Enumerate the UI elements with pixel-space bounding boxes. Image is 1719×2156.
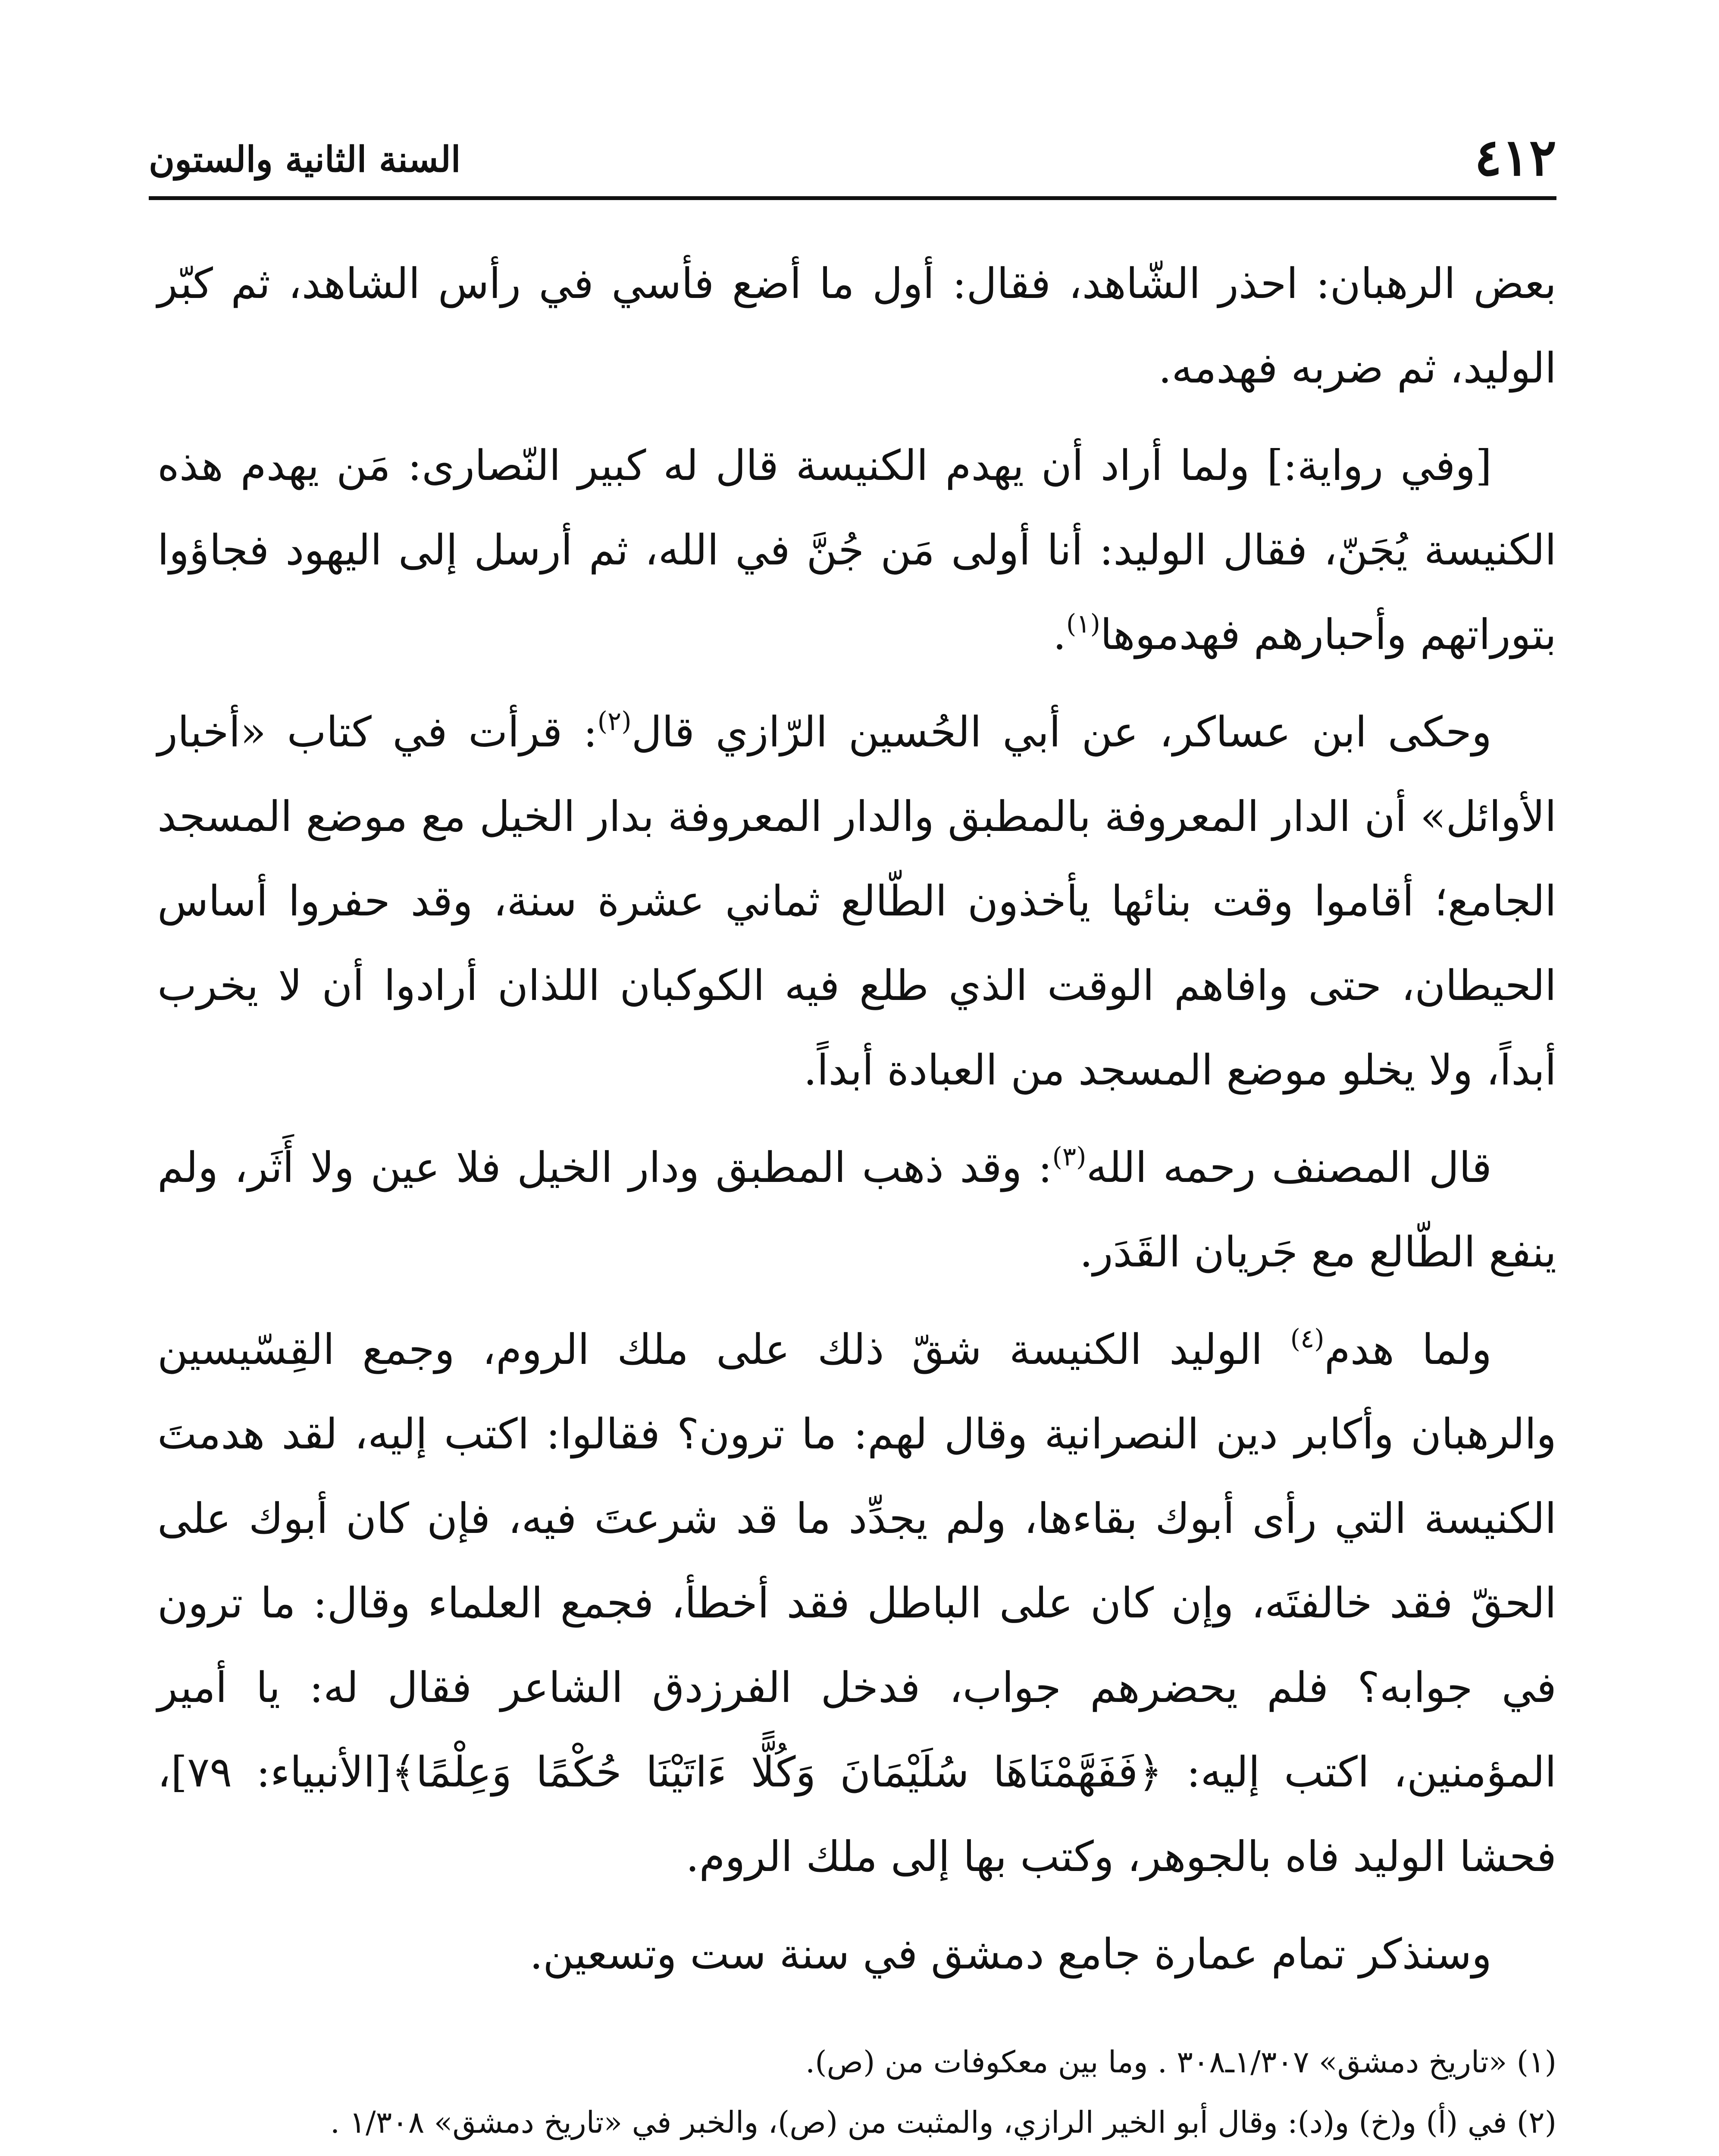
paragraph-6-text: وسنذكر تمام عمارة جامع دمشق في سنة ست وتسعين. (529, 1930, 1492, 1978)
paragraph-1 (157, 241, 1556, 411)
footnote-ref-1[interactable]: (١) (1066, 609, 1100, 639)
paragraph-3 (157, 690, 1556, 1112)
footnotes (157, 2035, 1556, 2156)
paragraph-2 (157, 423, 1556, 677)
footnote-1: (١) «تاريخ دمشق» ١/٣٠٧ـ٣٠٨ . وما بين معكوفات من (ص). (805, 2044, 1556, 2080)
paragraph-5 (157, 1307, 1556, 1899)
paragraph-4-text: قال المصنف رحمه الله (1086, 1143, 1492, 1192)
paragraph-5-text: ولما هدم (1324, 1325, 1492, 1374)
header-rule (149, 196, 1556, 200)
page-header (149, 125, 1556, 190)
page-number: ٤١٢ (1474, 127, 1556, 187)
paragraph-2-text: [وفي رواية:] ولما أراد أن يهدم الكنيسة قال له كبير النّصارى: مَن يهدم هذه الكنيسة يُجَنّ، فقال الوليد: أنا أولى مَن جُنَّ في الله، ثم أرسل إلى اليهود فجاؤوا بتوراتهم وأحبارهم فهدموها (157, 441, 1556, 659)
paragraph-6 (157, 1912, 1556, 1996)
paragraph-5-rest: الوليد الكنيسة شقّ ذلك على ملك الروم، وجمع القِسّيسين والرهبان وأكابر دين النصرانية وقال لهم: ما ترون؟ فقالوا: اكتب إليه، لقد هدمتَ الكنيسة التي رأى أبوك بقاءها، ولم يجدِّد ما قد شرعتَ فيه، فإن كان أبوك على الحقّ فقد خالفتَه، وإن كان على الباطل فقد أخطأ، فجمع العلماء وقال: ما ترون في جوابه؟ فلم يحضرهم جواب، فدخل الفرزدق الشاعر فقال له: يا أمير المؤمنين، اكتب إليه: ﴿فَفَهَّمْنَاهَا سُلَيْمَانَ وَكُلًّا ءَاتَيْنَا حُكْمًا وَعِلْمًا﴾[الأنبياء: ٧٩]، فحشا الوليد فاه بالجوهر، وكتب بها إلى ملك الروم. (157, 1325, 1556, 1881)
footnote-ref-3[interactable]: (٣) (1052, 1142, 1087, 1172)
paragraph-2-end: . (1053, 610, 1066, 659)
footnote-ref-2[interactable]: (٢) (597, 706, 632, 736)
paragraph-3-text: وحكى ابن عساكر، عن أبي الحُسين الرّازي قال (631, 708, 1492, 756)
footnote-2: (٢) في (أ) و(خ) و(د): وقال أبو الخير الرازي، والمثبت من (ص)، والخبر في «تاريخ دمشق» ١/٣٠٨ . (330, 2105, 1556, 2140)
paragraph-3-rest: : قرأت في كتاب «أخبار الأوائل» أن الدار المعروفة بالمطبق والدار المعروفة بدار الخيل مع موضع المسجد الجامع؛ أقاموا وقت بنائها يأخذون الطّالع ثماني عشرة سنة، وقد حفروا أساس الحيطان، حتى وافاهم الوقت الذي طلع فيه الكوكبان اللذان أرادوا أن لا يخرب أبداً، ولا يخلو موضع المسجد من العبادة أبداً. (157, 708, 1556, 1094)
paragraph-1-text: بعض الرهبان: احذر الشّاهد، فقال: أول ما أضع فأسي في رأس الشاهد، ثم كبّر الوليد، ثم ضربه فهدمه. (157, 259, 1556, 392)
footnote-ref-4[interactable]: (٤) (1290, 1324, 1324, 1354)
running-head: السنة الثانية والستون (149, 139, 461, 180)
main-text (157, 241, 1556, 2009)
paragraph-4-rest: : وقد ذهب المطبق ودار الخيل فلا عين ولا أَثَر، ولم ينفع الطّالع مع جَريان القَدَر. (157, 1143, 1556, 1276)
paragraph-4 (157, 1125, 1556, 1294)
